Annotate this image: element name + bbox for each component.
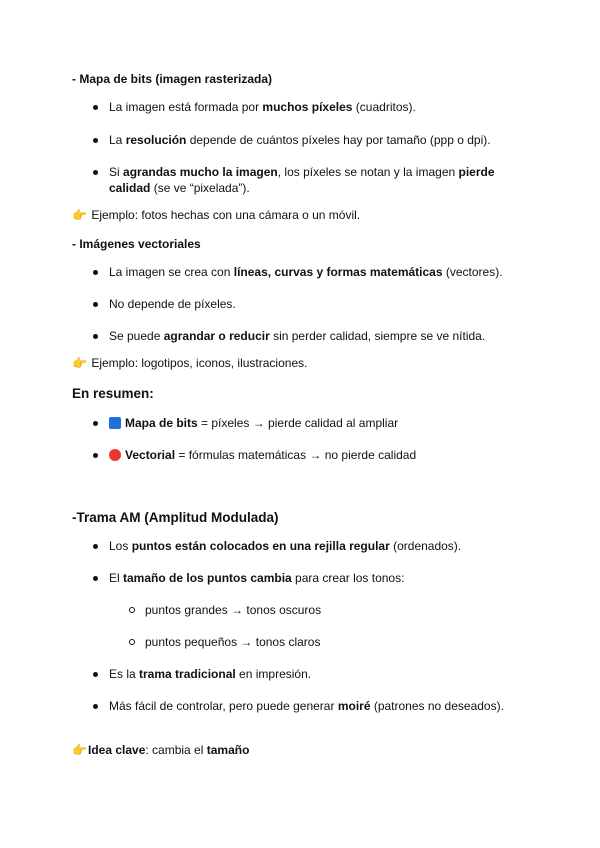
list-item: Vectorial = fórmulas matemáticas → no pierde calidad — [109, 447, 416, 463]
list-item: No depende de píxeles. — [109, 297, 236, 311]
list-item-continuation: calidad (se ve “pixelada”). — [109, 181, 250, 195]
list-item: El tamaño de los puntos cambia para crear los tonos: — [109, 571, 405, 585]
pointing-hand-icon: 👉 — [72, 743, 87, 757]
summary-heading: En resumen: — [72, 386, 154, 401]
list-item: Si agrandas mucho la imagen, los píxeles se notan y la imagen pierde — [109, 165, 495, 179]
section-heading-vector: - Imágenes vectoriales — [72, 237, 201, 251]
red-circle-icon — [109, 449, 121, 461]
example-line: 👉 Ejemplo: fotos hechas con una cámara o un móvil. — [72, 208, 361, 222]
pointing-hand-icon: 👉 — [72, 356, 87, 370]
sub-list-item: puntos pequeños → tonos claros — [145, 635, 321, 649]
sub-list-item: puntos grandes → tonos oscuros — [145, 603, 322, 617]
list-item: Los puntos están colocados en una rejilla regular (ordenados). — [109, 539, 462, 553]
key-idea-line: 👉Idea clave: cambia el tamaño — [72, 743, 250, 757]
blue-square-icon — [109, 417, 121, 429]
section-heading-am-screen: -Trama AM (Amplitud Modulada) — [72, 510, 279, 525]
list-item: La imagen está formada por muchos píxeles (cuadritos). — [109, 100, 416, 114]
pointing-hand-icon: 👉 — [72, 208, 87, 222]
example-line: 👉 Ejemplo: logotipos, iconos, ilustraciones. — [72, 356, 308, 370]
list-item: La imagen se crea con líneas, curvas y formas matemáticas (vectores). — [109, 265, 503, 279]
list-item: Mapa de bits = píxeles → pierde calidad al ampliar — [109, 415, 398, 431]
section-heading-bitmap: - Mapa de bits (imagen rasterizada) — [72, 72, 273, 86]
list-item: Se puede agrandar o reducir sin perder calidad, siempre se ve nítida. — [109, 329, 486, 343]
list-item: Más fácil de controlar, pero puede generar moiré (patrones no deseados). — [109, 699, 504, 713]
list-item: La resolución depende de cuántos píxeles hay por tamaño (ppp o dpi). — [109, 133, 491, 147]
list-item: Es la trama tradicional en impresión. — [109, 667, 312, 681]
